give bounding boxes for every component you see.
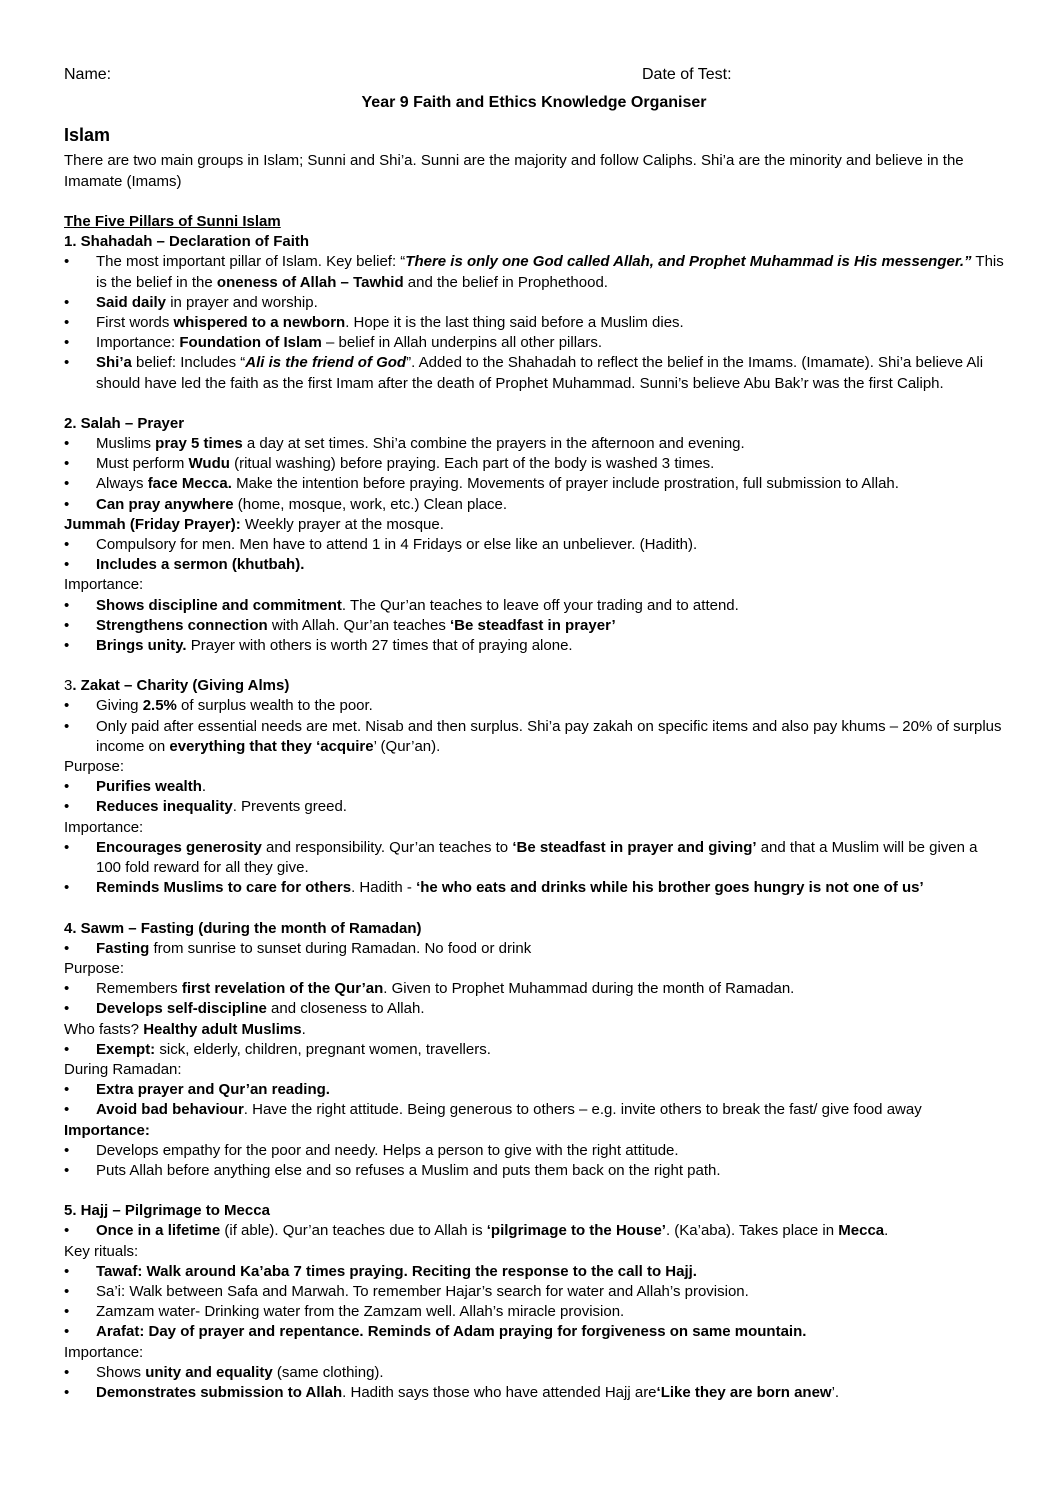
date-label: Date of Test: <box>642 66 732 83</box>
list-item: • Fasting from sunrise to sunset during Ramadan. No food or drink <box>64 939 1004 959</box>
list-item: • Remembers first revelation of the Qur’an. Given to Prophet Muhammad during the month of Ramadan. <box>64 979 1004 999</box>
zakat-title: 3. Zakat – Charity (Giving Alms) <box>64 677 290 695</box>
list-item: • Giving 2.5% of surplus wealth to the poor. <box>64 696 1004 716</box>
name-label: Name: <box>64 66 112 83</box>
list-item: • Shows unity and equality (same clothing). <box>64 1363 1004 1383</box>
salah-importance-list <box>64 596 1004 657</box>
list-item: • Purifies wealth. <box>64 777 1004 797</box>
hajj-rituals-list <box>64 1262 1004 1343</box>
header-fields <box>64 66 1004 88</box>
list-item: • Reduces inequality. Prevents greed. <box>64 797 1004 817</box>
list-item: • Zamzam water- Drinking water from the Zamzam well. Allah’s miracle provision. <box>64 1302 1004 1322</box>
sawm-section <box>64 919 1004 1182</box>
jummah-heading: Jummah (Friday Prayer): Weekly prayer at the mosque. <box>64 515 444 533</box>
zakat-purpose-label: Purpose: <box>64 758 125 776</box>
list-item: • Strengthens connection with Allah. Qur’an teaches ‘Be steadfast in prayer’ <box>64 616 1004 636</box>
list-item: • Includes a sermon (khutbah). <box>64 555 1004 575</box>
hajj-importance-label: Importance: <box>64 1343 144 1361</box>
list-item: • Puts Allah before anything else and so refuses a Muslim and puts them back on the right path. <box>64 1161 1004 1181</box>
list-item: • Arafat: Day of prayer and repentance. Reminds of Adam praying for forgiveness on same mountain. <box>64 1322 1004 1342</box>
list-item: • Develops self-discipline and closeness to Allah. <box>64 999 1004 1019</box>
sawm-importance-label: Importance: <box>64 1121 150 1139</box>
sawm-importance-list <box>64 1141 1004 1181</box>
hajj-title: 5. Hajj – Pilgrimage to Mecca <box>64 1202 270 1220</box>
list-item: • Develops empathy for the poor and needy. Helps a person to give with the right attitude. <box>64 1141 1004 1161</box>
list-item: • Compulsory for men. Men have to attend 1 in 4 Fridays or else like an unbeliever. (Hadith). <box>64 535 1004 555</box>
salah-section <box>64 414 1004 656</box>
zakat-section <box>64 676 1004 898</box>
list-item: • Importance: Foundation of Islam – belief in Allah underpins all other pillars. <box>64 333 1004 353</box>
sawm-list <box>64 939 1004 959</box>
shahadah-section <box>64 212 1004 394</box>
list-item: • Encourages generosity and responsibility. Qur’an teaches to ‘Be steadfast in prayer and giving’ and that a Muslim will be given a 100 fold reward for all they give. <box>64 838 1004 878</box>
hajj-rituals-label: Key rituals: <box>64 1242 139 1260</box>
list-item: • Exempt: sick, elderly, children, pregnant women, travellers. <box>64 1040 1004 1060</box>
list-item: • Demonstrates submission to Allah. Hadith says those who have attended Hajj are‘Like they are born anew’. <box>64 1383 1004 1403</box>
zakat-importance-label: Importance: <box>64 818 144 836</box>
list-item: • Sa’i: Walk between Safa and Marwah. To remember Hajar’s search for water and Allah’s provision. <box>64 1282 1004 1302</box>
sawm-who-fasts: Who fasts? Healthy adult Muslims. <box>64 1020 306 1038</box>
sawm-exempt-list <box>64 1040 1004 1060</box>
list-item: • The most important pillar of Islam. Key belief: “There is only one God called Allah, and Prophet Muhammad is His messenger.” This is the belief in the oneness of Allah – Tawhid and the belief in Prophethood. <box>64 252 1004 292</box>
list-item: • Reminds Muslims to care for others. Hadith - ‘he who eats and drinks while his brother goes hungry is not one of us’ <box>64 878 1004 898</box>
document-page <box>64 66 1004 1403</box>
zakat-purpose-list <box>64 777 1004 817</box>
jummah-list <box>64 535 1004 575</box>
section-title: Islam <box>64 125 111 145</box>
sawm-title: 4. Sawm – Fasting (during the month of Ramadan) <box>64 919 422 937</box>
shahadah-title: 1. Shahadah – Declaration of Faith <box>64 233 310 251</box>
salah-importance-label: Importance: <box>64 576 144 594</box>
list-item: • Muslims pray 5 times a day at set times. Shi’a combine the prayers in the afternoon and evening. <box>64 434 1004 454</box>
list-item: • Always face Mecca. Make the intention before praying. Movements of prayer include prostration, full submission to Allah. <box>64 474 1004 494</box>
list-item: • Once in a lifetime (if able). Qur’an teaches due to Allah is ‘pilgrimage to the House’. (Ka’aba). Takes place in Mecca. <box>64 1221 1004 1241</box>
list-item: • First words whispered to a newborn. Hope it is the last thing said before a Muslim dies. <box>64 313 1004 333</box>
list-item: • Avoid bad behaviour. Have the right attitude. Being generous to others – e.g. invite others to break the fast/ give food away <box>64 1100 1004 1120</box>
hajj-list <box>64 1221 1004 1241</box>
sawm-purpose-label: Purpose: <box>64 959 125 977</box>
list-item: • Shows discipline and commitment. The Qur’an teaches to leave off your trading and to attend. <box>64 596 1004 616</box>
hajj-importance-list <box>64 1363 1004 1403</box>
zakat-list <box>64 696 1004 757</box>
pillars-heading: The Five Pillars of Sunni Islam <box>64 213 281 230</box>
list-item: • Can pray anywhere (home, mosque, work, etc.) Clean place. <box>64 495 1004 515</box>
hajj-section <box>64 1201 1004 1403</box>
shahadah-list <box>64 252 1004 393</box>
zakat-importance-list <box>64 838 1004 899</box>
list-item: • Only paid after essential needs are met. Nisab and then surplus. Shi’a pay zakah on specific items and also pay khums – 20% of surplus income on everything that they ‘acquire’ (Qur’an). <box>64 717 1004 757</box>
list-item: • Tawaf: Walk around Ka’aba 7 times praying. Reciting the response to the call to Hajj. <box>64 1262 1004 1282</box>
sawm-during-label: During Ramadan: <box>64 1060 182 1078</box>
list-item: • Shi’a belief: Includes “Ali is the friend of God”. Added to the Shahadah to reflect the belief in the Imams. (Imamate). Shi’a believe Ali should have led the faith as the first Imam after the death of Prophet Muhammad. Sunni’s believe Abu Bak’r was the first Caliph. <box>64 353 1004 393</box>
section-intro: There are two main groups in Islam; Sunni and Shi’a. Sunni are the majority and follow Caliphs. Shi’a are the minority and believe in the Imamate (Imams) <box>64 152 964 190</box>
document-title: Year 9 Faith and Ethics Knowledge Organiser <box>361 94 707 111</box>
salah-list <box>64 434 1004 515</box>
list-item: • Said daily in prayer and worship. <box>64 293 1004 313</box>
list-item: • Extra prayer and Qur’an reading. <box>64 1080 1004 1100</box>
sawm-purpose-list <box>64 979 1004 1019</box>
salah-title: 2. Salah – Prayer <box>64 414 185 432</box>
list-item: • Must perform Wudu (ritual washing) before praying. Each part of the body is washed 3 times. <box>64 454 1004 474</box>
sawm-during-list <box>64 1080 1004 1120</box>
list-item: • Brings unity. Prayer with others is worth 27 times that of praying alone. <box>64 636 1004 656</box>
